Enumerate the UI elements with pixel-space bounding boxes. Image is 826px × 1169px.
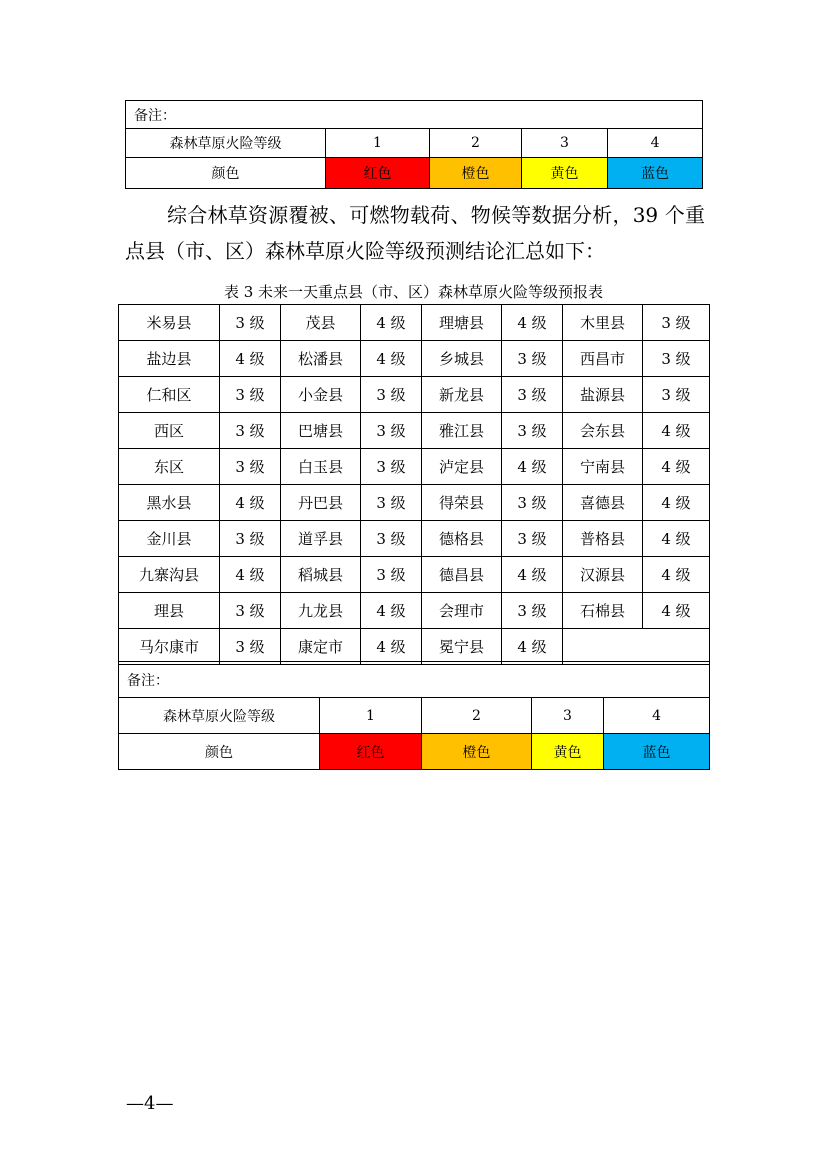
- color-label: 颜色: [126, 158, 326, 189]
- color-red: 红色: [326, 158, 430, 189]
- color-red: 红色: [320, 734, 422, 770]
- fire-level: 3 级: [502, 521, 563, 557]
- fire-level: 3 级: [220, 521, 281, 557]
- fire-level: 4 级: [643, 521, 710, 557]
- county-name: 丹巴县: [281, 485, 361, 521]
- legend-note: 备注：: [119, 662, 710, 698]
- fire-level: 3 级: [220, 413, 281, 449]
- color-orange: 橙色: [430, 158, 522, 189]
- fire-level: 4 级: [361, 629, 422, 665]
- county-name: 汉源县: [563, 557, 643, 593]
- county-name: 盐边县: [119, 341, 220, 377]
- county-name: 宁南县: [563, 449, 643, 485]
- level-2: 2: [422, 698, 532, 734]
- top-legend-table: [125, 100, 703, 189]
- county-name: 白玉县: [281, 449, 361, 485]
- level-1: 1: [326, 129, 430, 158]
- bottom-legend-table: [118, 661, 710, 770]
- color-orange: 橙色: [422, 734, 532, 770]
- fire-level: 3 级: [502, 593, 563, 629]
- county-name: 理塘县: [422, 305, 502, 341]
- fire-level: 3 级: [361, 521, 422, 557]
- table-row: [119, 557, 710, 593]
- table-row: [119, 521, 710, 557]
- fire-level: 3 级: [643, 341, 710, 377]
- legend-note: 备注：: [126, 101, 703, 129]
- county-name: 石棉县: [563, 593, 643, 629]
- table-row: [119, 377, 710, 413]
- county-name: 德格县: [422, 521, 502, 557]
- county-name: 九龙县: [281, 593, 361, 629]
- county-name: 得荣县: [422, 485, 502, 521]
- table-row: [119, 449, 710, 485]
- fire-level: 3 级: [502, 341, 563, 377]
- county-name: 巴塘县: [281, 413, 361, 449]
- county-name: 理县: [119, 593, 220, 629]
- county-name: 黑水县: [119, 485, 220, 521]
- table-row: [119, 341, 710, 377]
- county-name: 西昌市: [563, 341, 643, 377]
- fire-level: 4 级: [643, 449, 710, 485]
- county-name: 会理市: [422, 593, 502, 629]
- county-name: 德昌县: [422, 557, 502, 593]
- fire-level: 3 级: [361, 413, 422, 449]
- county-name: 会东县: [563, 413, 643, 449]
- fire-level: 4 级: [220, 485, 281, 521]
- fire-level: 4 级: [502, 629, 563, 665]
- county-name: 泸定县: [422, 449, 502, 485]
- county-name: 小金县: [281, 377, 361, 413]
- county-name: 道孚县: [281, 521, 361, 557]
- fire-level: 3 级: [502, 377, 563, 413]
- fire-level: 4 级: [220, 341, 281, 377]
- county-name: 西区: [119, 413, 220, 449]
- table-row: [119, 593, 710, 629]
- fire-level: 3 级: [220, 629, 281, 665]
- fire-level: 4 级: [220, 557, 281, 593]
- fire-level: 4 级: [361, 305, 422, 341]
- county-name: 金川县: [119, 521, 220, 557]
- fire-level: 4 级: [643, 485, 710, 521]
- fire-level: 3 级: [643, 305, 710, 341]
- county-name: 木里县: [563, 305, 643, 341]
- fire-level: 3 级: [220, 305, 281, 341]
- level-2: 2: [430, 129, 522, 158]
- level-1: 1: [320, 698, 422, 734]
- county-name: 米易县: [119, 305, 220, 341]
- county-name: 茂县: [281, 305, 361, 341]
- county-name: 乡城县: [422, 341, 502, 377]
- fire-level: 3 级: [361, 449, 422, 485]
- forecast-table: [118, 304, 710, 665]
- table-row: [119, 305, 710, 341]
- county-name: 雅江县: [422, 413, 502, 449]
- fire-level: 4 级: [643, 557, 710, 593]
- level-3: 3: [522, 129, 608, 158]
- level-label: 森林草原火险等级: [119, 698, 320, 734]
- fire-level: 3 级: [502, 413, 563, 449]
- fire-level: 4 级: [361, 593, 422, 629]
- color-label: 颜色: [119, 734, 320, 770]
- table-caption: 表 3 未来一天重点县（市、区）森林草原火险等级预报表: [223, 283, 604, 301]
- fire-level: 3 级: [220, 377, 281, 413]
- table-row: [119, 629, 710, 665]
- fire-level: 3 级: [220, 449, 281, 485]
- level-3: 3: [532, 698, 604, 734]
- empty-cell: [563, 629, 710, 665]
- summary-paragraph: 综合林草资源覆被、可燃物载荷、物候等数据分析，39 个重点县（市、区）森林草原火险等级预测结论汇总如下：: [125, 203, 705, 263]
- level-4: 4: [604, 698, 710, 734]
- fire-level: 3 级: [361, 485, 422, 521]
- county-name: 九寨沟县: [119, 557, 220, 593]
- color-blue: 蓝色: [604, 734, 710, 770]
- county-name: 稻城县: [281, 557, 361, 593]
- fire-level: 4 级: [502, 449, 563, 485]
- fire-level: 3 级: [643, 377, 710, 413]
- fire-level: 4 级: [643, 593, 710, 629]
- color-blue: 蓝色: [608, 158, 703, 189]
- county-name: 新龙县: [422, 377, 502, 413]
- county-name: 仁和区: [119, 377, 220, 413]
- county-name: 康定市: [281, 629, 361, 665]
- fire-level: 3 级: [361, 557, 422, 593]
- county-name: 喜德县: [563, 485, 643, 521]
- fire-level: 4 级: [643, 413, 710, 449]
- county-name: 东区: [119, 449, 220, 485]
- fire-level: 3 级: [502, 485, 563, 521]
- table-row: [119, 485, 710, 521]
- level-4: 4: [608, 129, 703, 158]
- color-yellow: 黄色: [522, 158, 608, 189]
- fire-level: 3 级: [220, 593, 281, 629]
- table-row: [119, 413, 710, 449]
- page-number: —4—: [126, 1093, 174, 1114]
- county-name: 马尔康市: [119, 629, 220, 665]
- county-name: 盐源县: [563, 377, 643, 413]
- color-yellow: 黄色: [532, 734, 604, 770]
- fire-level: 4 级: [502, 557, 563, 593]
- fire-level: 4 级: [361, 341, 422, 377]
- level-label: 森林草原火险等级: [126, 129, 326, 158]
- county-name: 冕宁县: [422, 629, 502, 665]
- fire-level: 3 级: [361, 377, 422, 413]
- county-name: 普格县: [563, 521, 643, 557]
- fire-level: 4 级: [502, 305, 563, 341]
- county-name: 松潘县: [281, 341, 361, 377]
